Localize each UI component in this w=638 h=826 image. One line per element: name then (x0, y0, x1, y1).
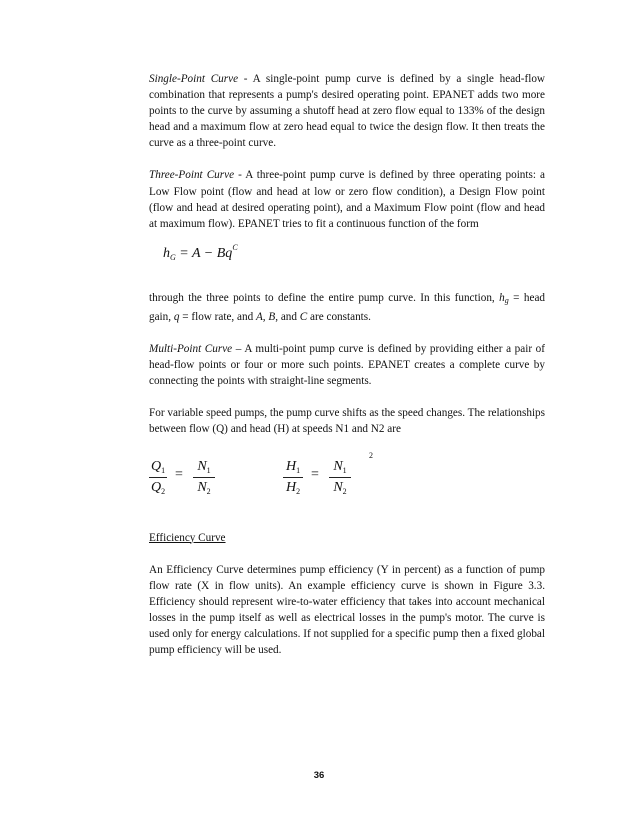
pump-curve-formula (163, 242, 545, 274)
head-h2-sub: 2 (296, 486, 301, 496)
through-paragraph (149, 290, 545, 325)
through-text-1: through the three points to define the entire pump curve. In this function, (149, 291, 500, 304)
head-ratio-exponent: 2 (369, 450, 373, 460)
through-text-4: , and (275, 310, 300, 323)
page-number: 36 (313, 770, 325, 781)
head-ratio-left (283, 458, 303, 497)
flow-q2-sub: 2 (161, 486, 166, 496)
formula-lhs-sub: G (170, 252, 176, 262)
formula-a: A (191, 245, 201, 261)
flow-ratio-right (193, 458, 215, 497)
three-point-paragraph (149, 167, 545, 231)
flow-n1: N (197, 458, 207, 474)
flow-n2: N (197, 479, 207, 495)
head-n1: N (333, 458, 343, 474)
formula-exponent: C (232, 242, 238, 252)
multi-point-term: Multi-Point Curve (149, 343, 233, 356)
flow-n1-sub: 1 (206, 465, 211, 475)
formula-minus: − (200, 245, 217, 261)
flow-q1-sub: 1 (161, 465, 166, 475)
single-point-text: - A single-point pump curve is defined by a single head-flow combination that represents a pump's desired operating point. EPANET adds two more points to the curve by assuming a shutoff head at zero flow equal to 133% of the design head and a maximum flow at zero head equal to twice the design flow. It then treats the curve as a three-point curve. (149, 73, 545, 150)
efficiency-heading: Efficiency Curve (149, 531, 226, 544)
through-text-5: are constants. (307, 310, 371, 323)
head-n1-sub: 1 (342, 465, 347, 475)
formula-lhs: h (163, 245, 170, 261)
flow-ratio-equals: = (175, 466, 183, 482)
variable-speed-paragraph: For variable speed pumps, the pump curve shifts as the speed changes. The relationships between flow (Q) and head (H) at speeds N1 and N2 are (149, 407, 545, 436)
affinity-laws (149, 448, 545, 514)
three-point-text: - A three-point pump curve is defined by three operating points: a Low Flow point (flow and head at low or zero flow condition), a Design Flow point (flow and head at desired operating point), and a Maximum Flow point (flow and head at maximum flow). EPANET tries to fit a continuous function of the form (149, 169, 545, 230)
flow-n2-sub: 2 (206, 486, 211, 496)
through-text-3: = flow rate, and (179, 310, 256, 323)
head-ratio-right (329, 458, 351, 497)
head-h1-sub: 1 (296, 465, 301, 475)
flow-q2: Q (150, 479, 162, 495)
flow-ratio-left (149, 458, 167, 497)
page-body (149, 71, 545, 674)
formula-equals: = (175, 245, 192, 261)
through-text-2: = head gain, (149, 291, 546, 323)
head-n2: N (333, 479, 343, 495)
through-ab: A, B (255, 310, 276, 323)
through-c: C (299, 310, 308, 323)
through-hg: h (499, 291, 505, 304)
formula-bq: Bq (216, 245, 233, 261)
head-h1: H (285, 458, 297, 474)
head-n2-sub: 2 (342, 486, 347, 496)
multi-point-paragraph (149, 341, 545, 389)
flow-q1: Q (150, 458, 162, 474)
single-point-term: Single-Point Curve (149, 73, 239, 85)
head-ratio-equals: = (311, 466, 319, 482)
through-q: q (173, 310, 180, 323)
efficiency-paragraph: An Efficiency Curve determines pump efficiency (Y in percent) as a function of pump flow rate (X in flow units). An example efficiency curve is shown in Figure 3.3. Efficiency should represent wire-to-water efficiency that takes into account mechanical losses in the pump itself as well as electrical losses in the pump's motor. The curve is used only for energy calculations. If not supplied for a specific pump then a fixed global pump efficiency will be used. (149, 563, 545, 657)
through-hg-sub: g (504, 295, 509, 305)
head-h2: H (285, 479, 297, 495)
three-point-term: Three-Point Curve (149, 169, 235, 182)
single-point-paragraph (149, 71, 545, 151)
multi-point-text: – A multi-point pump curve is defined by providing either a pair of head-flow points or four or more such points. EPANET creates a complete curve by connecting the points with straight-line segments. (149, 343, 546, 388)
